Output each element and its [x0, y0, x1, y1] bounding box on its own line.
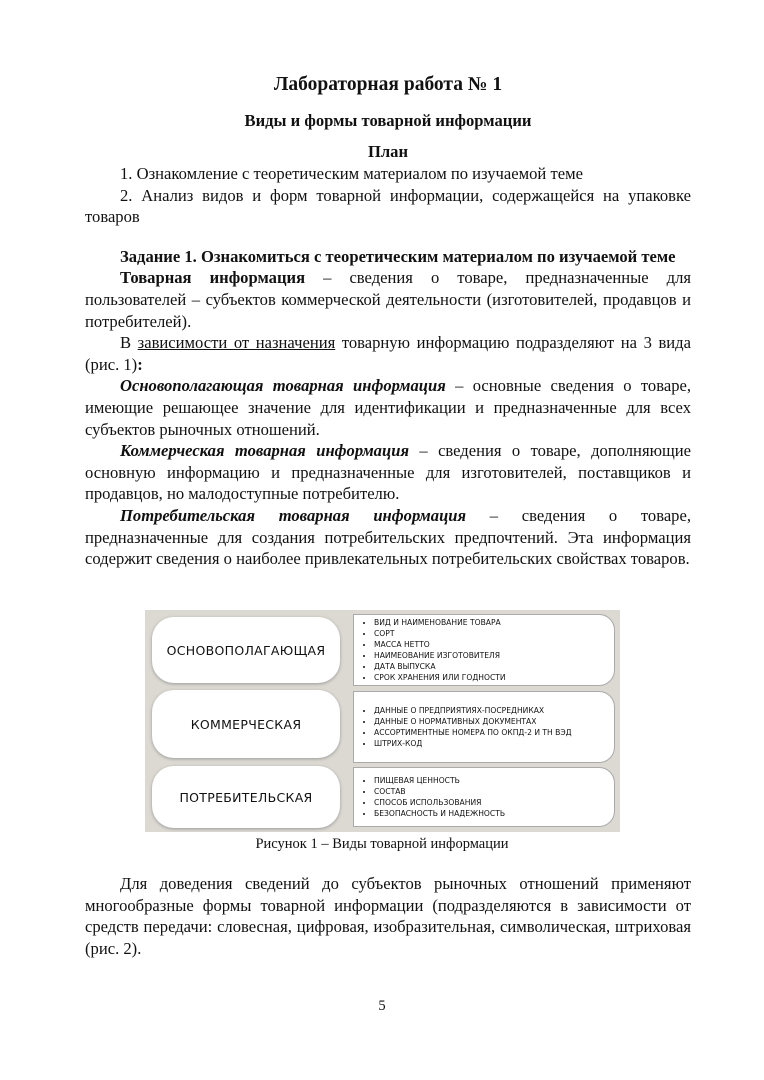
page-title: Лабораторная работа № 1 — [273, 74, 503, 95]
list-item: • СРОК ХРАНЕНИЯ ИЛИ ГОДНОСТИ — [374, 672, 610, 683]
paragraph-text: – сведения о товаре, предназначенные для пользователей – субъектов коммерческой деятельности (изготовителей, продавцов и потребителей). — [85, 268, 692, 331]
paragraph-text: В — [120, 333, 138, 353]
paragraph-text: товарную информацию подразделяют на 3 вида (рис. 1) — [85, 333, 691, 374]
list-item: • МАССА НЕТТО — [374, 639, 610, 650]
paragraph — [85, 375, 691, 440]
list-item: • ДАТА ВЫПУСКА — [374, 661, 610, 672]
paragraph-text: – основные сведения о товаре, имеющие решающее значение для идентификации и предназначенные для всех субъектов рыночных отношений. — [85, 376, 692, 439]
list-item: • ДАННЫЕ О НОРМАТИВНЫХ ДОКУМЕНТАХ — [374, 716, 610, 727]
page-body — [85, 72, 691, 570]
list-item: • БЕЗОПАСНОСТЬ И НАДЕЖНОСТЬ — [374, 808, 610, 819]
plan-item: 1. Ознакомление с теоретическим материалом по изучаемой теме — [120, 164, 583, 183]
term: Коммерческая товарная информация — [120, 441, 409, 461]
colon: : — [137, 354, 143, 374]
term: Потребительская товарная информация — [120, 505, 467, 525]
category-box: ОСНОВОПОЛАГАЮЩАЯ — [152, 617, 340, 683]
task-heading: Задание 1. Ознакомиться с теоретическим материалом по изучаемой теме — [120, 246, 676, 266]
paragraph — [85, 332, 691, 375]
category-box: КОММЕРЧЕСКАЯ — [152, 690, 340, 758]
plan-heading: План — [367, 142, 409, 161]
plan-item: 2. Анализ видов и форм товарной информации, содержащейся на упаковке товаров — [85, 185, 691, 227]
items-box — [353, 614, 615, 686]
list-item: • АССОРТИМЕНТНЫЕ НОМЕРА ПО ОКПД-2 И ТН ВЭД — [374, 727, 610, 738]
paragraph — [85, 505, 691, 570]
list-item: • ШТРИХ-КОД — [374, 738, 610, 749]
term: Основополагающая товарная информация — [120, 376, 446, 396]
page-subtitle: Виды и формы товарной информации — [244, 111, 532, 130]
list-item: • ДАННЫЕ О ПРЕДПРИЯТИЯХ-ПОСРЕДНИКАХ — [374, 705, 610, 716]
list-item: • СПОСОБ ИСПОЛЬЗОВАНИЯ — [374, 797, 610, 808]
paragraph — [85, 440, 691, 505]
figure-caption: Рисунок 1 – Виды товарной информации — [255, 836, 509, 852]
paragraph: Для доведения сведений до субъектов рыночных отношений применяют многообразные формы товарной информации (подразделяются в зависимости от средств передачи: словесная, цифровая, изобразительная, символическая, штриховая (рис. 2). — [85, 874, 691, 958]
list-item: • СОРТ — [374, 628, 610, 639]
paragraph — [85, 267, 691, 332]
page-number: 5 — [378, 998, 386, 1014]
items-box — [353, 767, 615, 827]
list-item: • СОСТАВ — [374, 786, 610, 797]
list-item: • ПИЩЕВАЯ ЦЕННОСТЬ — [374, 775, 610, 786]
figure-1 — [145, 610, 620, 832]
paragraph-text: – сведения о товаре, дополняющие основную информацию и предназначенные для изготовителей, поставщиков и продавцов, но малодоступные потребителю. — [85, 441, 691, 504]
term: Товарная информация — [120, 268, 306, 288]
underlined-text: зависимости от назначения — [137, 333, 336, 353]
list-item: • НАИМЕОВАНИЕ ИЗГОТОВИТЕЛЯ — [374, 650, 610, 661]
items-box — [353, 691, 615, 763]
paragraph-text: – сведения о товаре, предназначенные для создания потребительских предпочтений. Эта информация содержит сведения о наиболее привлекательных потребительских свойствах товаров. — [85, 505, 691, 569]
list-item: • ВИД И НАИМЕНОВАНИЕ ТОВАРА — [374, 617, 610, 628]
category-box: ПОТРЕБИТЕЛЬСКАЯ — [152, 766, 340, 828]
